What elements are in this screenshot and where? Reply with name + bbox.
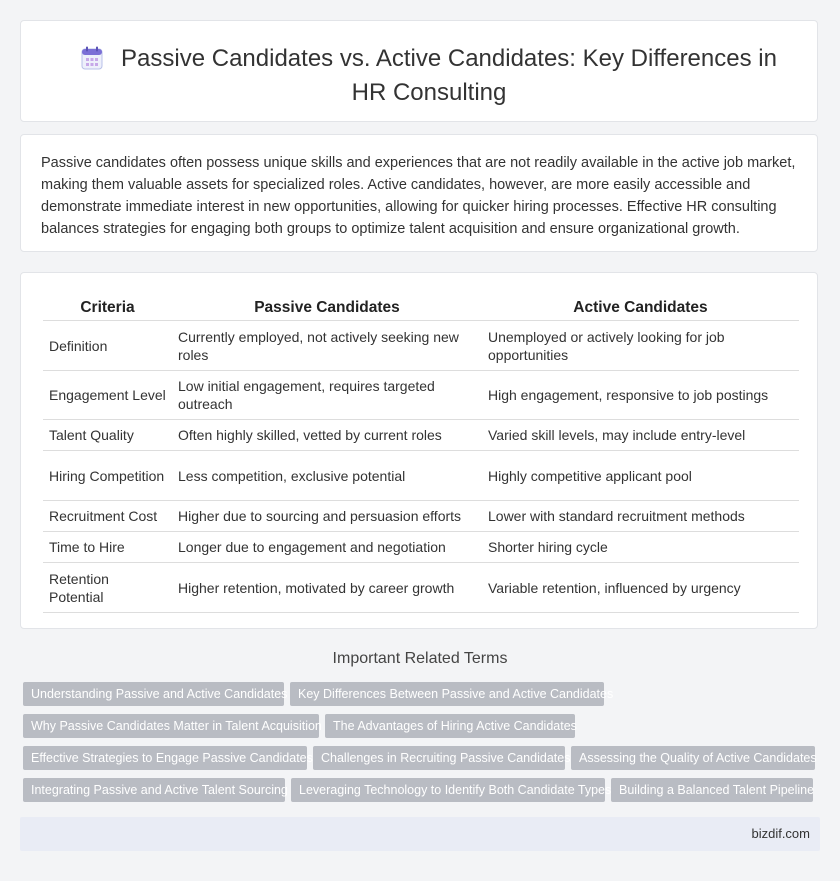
passive-cell: Often highly skilled, vetted by current roles — [172, 420, 482, 451]
related-term-tag[interactable]: Integrating Passive and Active Talent Sourcing — [23, 778, 285, 802]
active-cell: Lower with standard recruitment methods — [482, 501, 799, 532]
active-cell: High engagement, responsive to job postings — [482, 371, 799, 420]
passive-cell: Low initial engagement, requires targeted outreach — [172, 371, 482, 420]
related-term-tag[interactable]: Leveraging Technology to Identify Both Candidate Types — [291, 778, 605, 802]
passive-cell: Longer due to engagement and negotiation — [172, 532, 482, 563]
criteria-cell: Hiring Competition — [43, 451, 172, 501]
passive-cell: Currently employed, not actively seeking new roles — [172, 321, 482, 371]
active-cell: Highly competitive applicant pool — [482, 451, 799, 501]
column-header-active: Active Candidates — [482, 296, 799, 321]
table-row — [43, 532, 799, 563]
related-term-tag[interactable]: Key Differences Between Passive and Active Candidates — [290, 682, 604, 706]
related-terms-heading: Important Related Terms — [332, 650, 508, 667]
passive-cell: Less competition, exclusive potential — [172, 451, 482, 501]
header-card — [20, 20, 818, 122]
related-term-tag[interactable]: Effective Strategies to Engage Passive Candidates — [23, 746, 307, 770]
calendar-icon — [81, 46, 103, 78]
active-cell: Varied skill levels, may include entry-level — [482, 420, 799, 451]
table-row — [43, 501, 799, 532]
column-header-passive: Passive Candidates — [172, 296, 482, 321]
criteria-cell: Talent Quality — [43, 420, 172, 451]
table-row — [43, 371, 799, 420]
comparison-table-card — [20, 272, 818, 629]
table-header-row — [43, 296, 799, 321]
related-term-tag[interactable]: The Advantages of Hiring Active Candidates — [325, 714, 575, 738]
active-cell: Shorter hiring cycle — [482, 532, 799, 563]
related-term-tag[interactable]: Why Passive Candidates Matter in Talent Acquisition — [23, 714, 319, 738]
footer-bar — [20, 817, 820, 851]
site-name[interactable]: bizdif.com — [751, 826, 810, 841]
related-term-tag[interactable]: Challenges in Recruiting Passive Candidates — [313, 746, 565, 770]
page-title-wrap — [61, 44, 797, 108]
passive-cell: Higher due to sourcing and persuasion efforts — [172, 501, 482, 532]
criteria-cell: Recruitment Cost — [43, 501, 172, 532]
table-row — [43, 451, 799, 501]
comparison-table — [43, 296, 799, 613]
related-term-tag[interactable]: Assessing the Quality of Active Candidates — [571, 746, 815, 770]
active-cell: Unemployed or actively looking for job opportunities — [482, 321, 799, 371]
passive-cell: Higher retention, motivated by career growth — [172, 563, 482, 613]
criteria-cell: Engagement Level — [43, 371, 172, 420]
active-cell: Variable retention, influenced by urgency — [482, 563, 799, 613]
intro-paragraph: Passive candidates often possess unique skills and experiences that are not readily available in the active job market, making them valuable assets for specialized roles. Active candidates, however, are more easily accessible and demonstrate immediate interest in new opportunities, allowing for quicker hiring processes. Effective HR consulting balances strategies for engaging both groups to optimize talent acquisition and ensure organizational growth. — [41, 155, 796, 237]
intro-card — [20, 134, 818, 252]
criteria-cell: Retention Potential — [43, 563, 172, 613]
column-header-criteria: Criteria — [43, 296, 172, 321]
criteria-cell: Time to Hire — [43, 532, 172, 563]
table-row — [43, 563, 799, 613]
related-term-tag[interactable]: Building a Balanced Talent Pipeline — [611, 778, 813, 802]
table-row — [43, 420, 799, 451]
table-row — [43, 321, 799, 371]
criteria-cell: Definition — [43, 321, 172, 371]
related-term-tag[interactable]: Understanding Passive and Active Candidates — [23, 682, 284, 706]
page-title: Passive Candidates vs. Active Candidates: Key Differences in HR Consulting — [121, 45, 777, 106]
